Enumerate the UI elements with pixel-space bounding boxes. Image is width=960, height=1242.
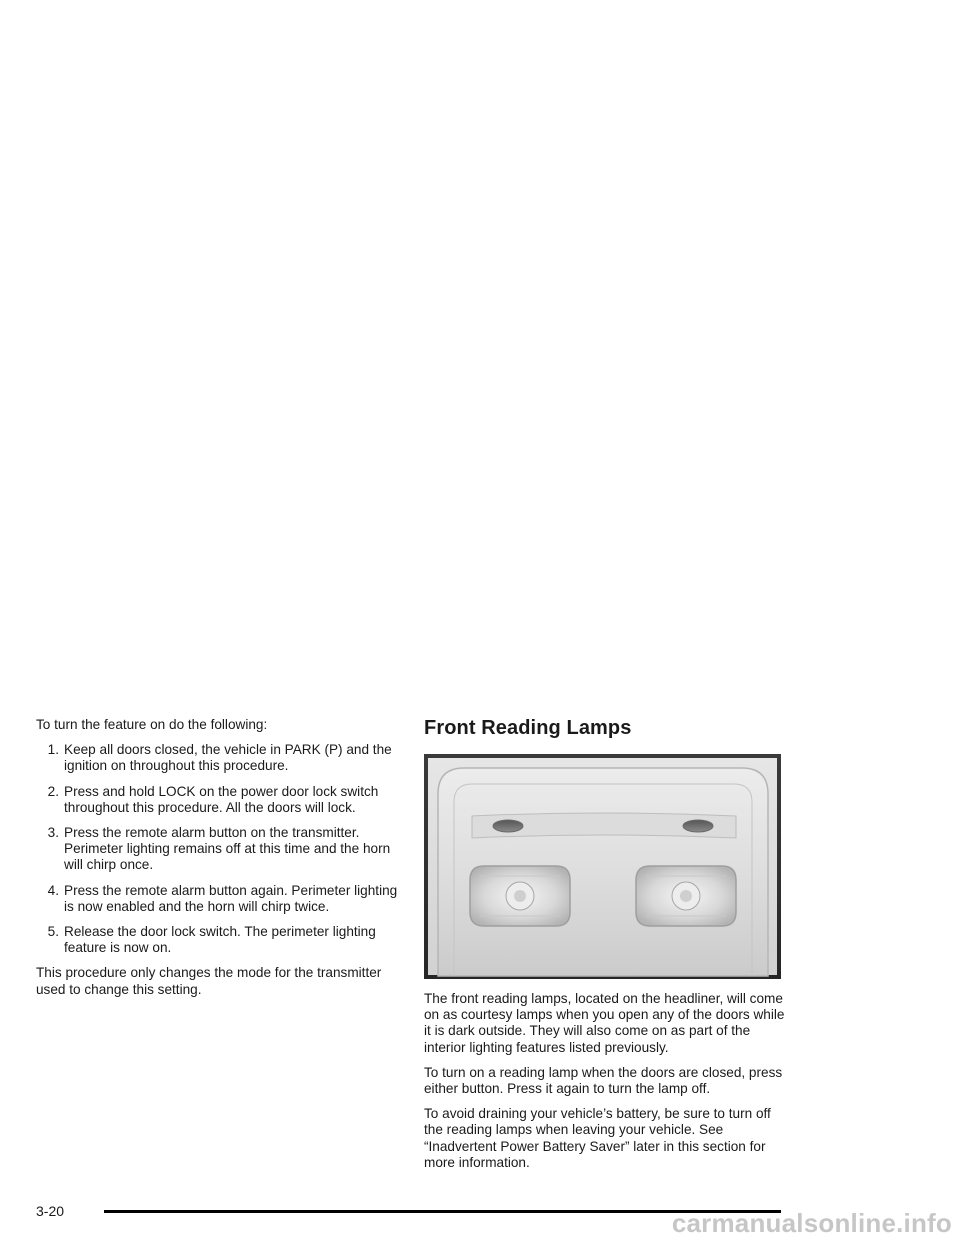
step-number: 2. [47, 783, 59, 799]
right-column [424, 716, 786, 1180]
step-item [36, 742, 398, 774]
step-number: 5. [47, 924, 59, 940]
step-number: 4. [47, 882, 59, 898]
page-number: 3-20 [36, 1203, 65, 1219]
step-item [36, 784, 398, 816]
body-paragraph: The front reading lamps, located on the headliner, will come on as courtesy lamps when you open any of the doors while it is dark outside. They will also come on as part of the interior lighting features listed previously. [424, 991, 785, 1055]
reading-lamps-photo [424, 754, 781, 979]
closing-text: This procedure only changes the mode for the transmitter used to change this setting. [36, 965, 382, 997]
left-column [36, 717, 398, 1007]
step-text: Press the remote alarm button on the transmitter. Perimeter lighting remains off at this time and the horn will chirp once. [64, 825, 391, 873]
step-text: Press and hold LOCK on the power door lock switch throughout this procedure. All the doors will lock. [64, 783, 379, 815]
watermark: carmanualsonline.info [671, 1208, 952, 1238]
body-paragraph: To avoid draining your vehicle’s battery, be sure to turn off the reading lamps when leaving your vehicle. See “Inadvertent Power Battery Saver” later in this section for more information. [424, 1106, 771, 1170]
step-text: Keep all doors closed, the vehicle in PARK (P) and the ignition on throughout this procedure. [64, 742, 392, 774]
step-text: Press the remote alarm button again. Perimeter lighting is now enabled and the horn will chirp twice. [64, 882, 398, 914]
step-item [36, 883, 398, 915]
step-number: 1. [47, 742, 59, 758]
step-text: Release the door lock switch. The perimeter lighting feature is now on. [64, 924, 376, 956]
procedure-steps [36, 742, 398, 956]
intro-text: To turn the feature on do the following: [36, 717, 268, 732]
step-item [36, 825, 398, 874]
step-number: 3. [47, 825, 59, 841]
step-item [36, 924, 398, 956]
section-heading: Front Reading Lamps [424, 717, 632, 739]
body-paragraph: To turn on a reading lamp when the doors are closed, press either button. Press it again to turn the lamp off. [424, 1064, 783, 1097]
